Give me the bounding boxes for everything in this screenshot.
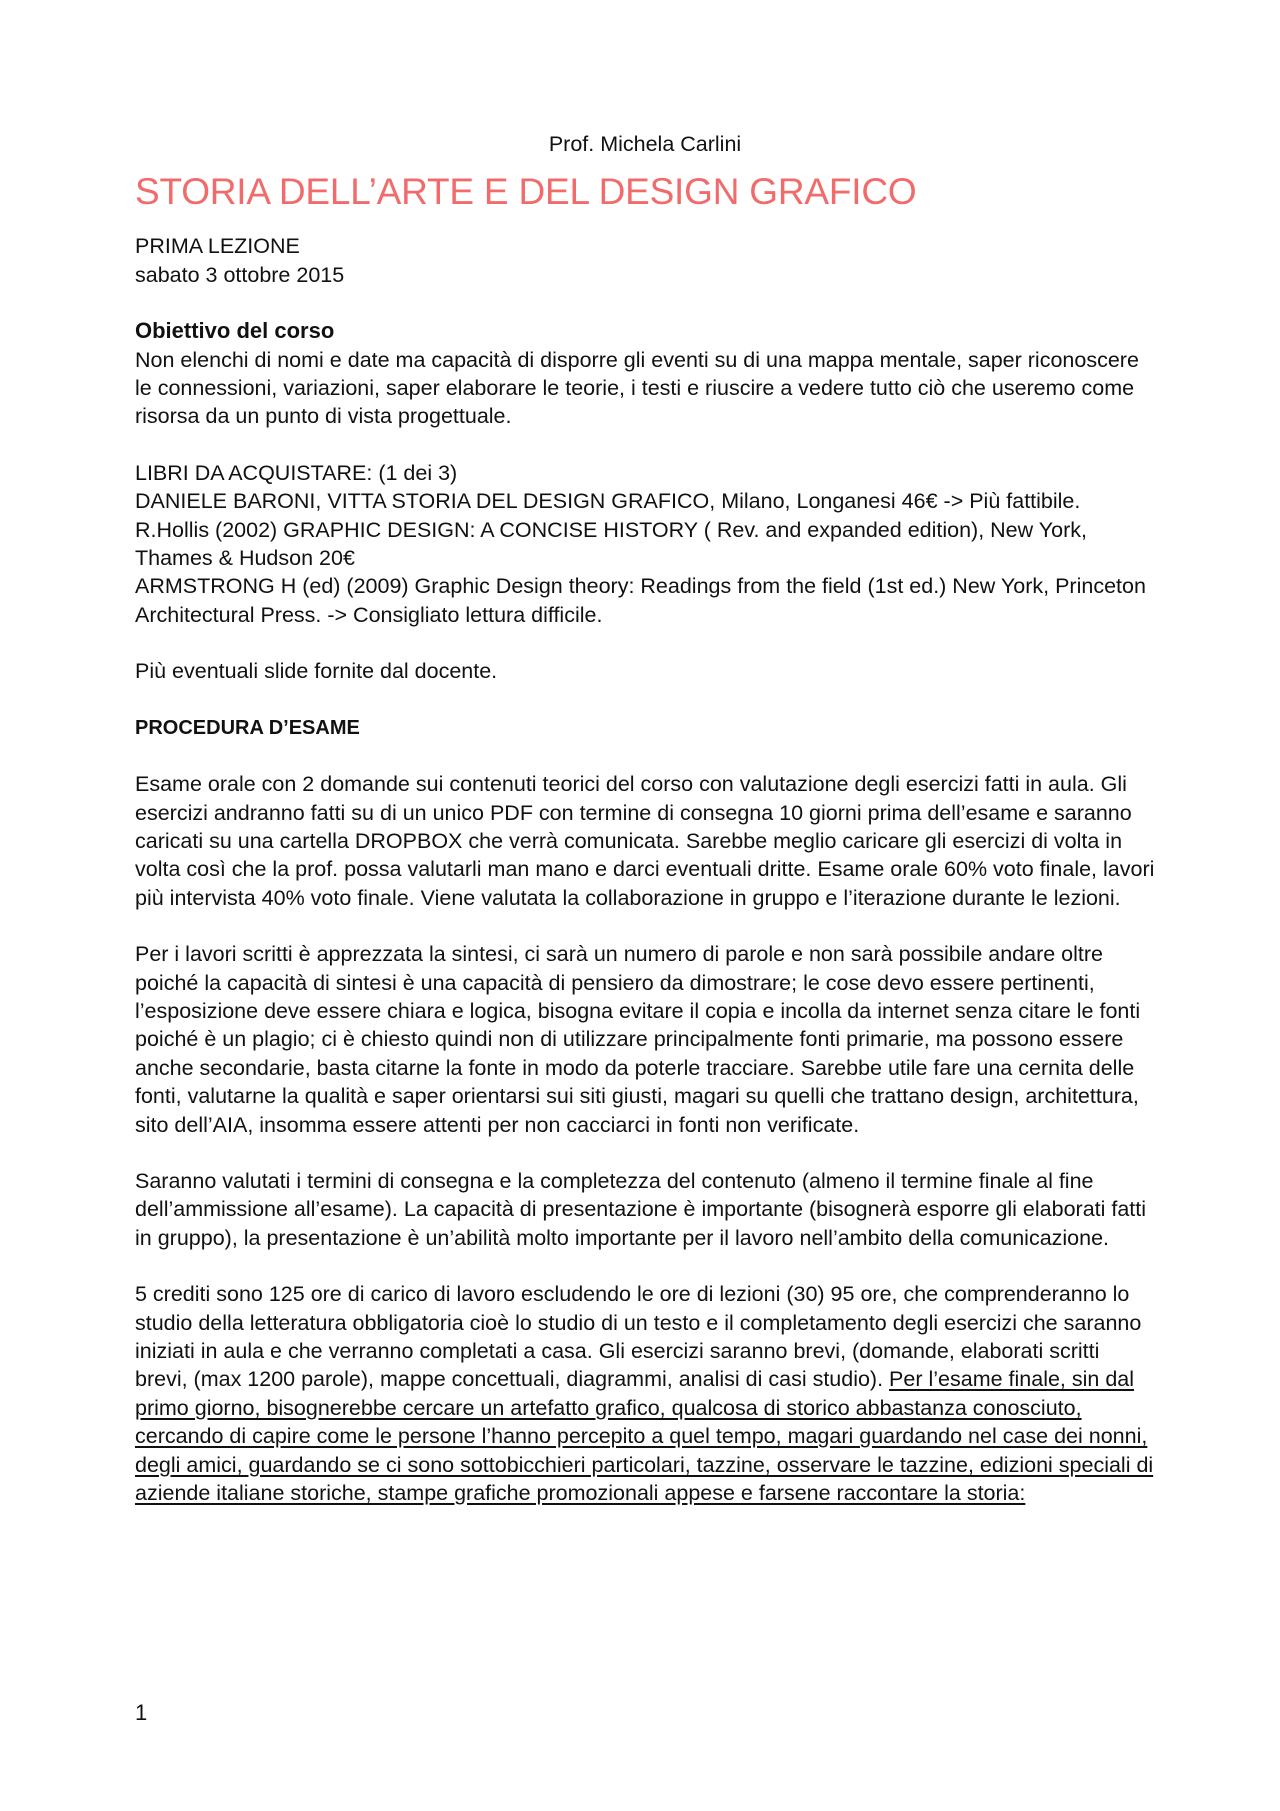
spacer: [135, 686, 1155, 714]
exam-paragraph: Esame orale con 2 domande sui contenuti teorici del corso con valutazione degli esercizi fatti in aula. Gli esercizi andranno fatti su di un unico PDF con termine di consegna 10 giorni prima dell’esame e saranno caricati su una cartella DROPBOX che verrà comunicata. Sarebbe meglio caricare gli esercizi di volta in volta così che la prof. possa valutarli man mano e darci eventuali dritte. Esame orale 60% voto finale, lavori più intervista 40% voto finale. Viene valutata la collaborazione in gruppo e l’iterazione durante le lezioni.: [135, 772, 1155, 910]
lesson-date: sabato 3 ottobre 2015: [135, 262, 345, 287]
spacer: [135, 1139, 1155, 1167]
books-note: Più eventuali slide fornite dal docente.: [135, 659, 498, 684]
book-item: ARMSTRONG H (ed) (2009) Graphic Design theory: Readings from the field (1st ed.) New York, Princeton Architectural Press. -> Consigliato lettura difficile.: [135, 574, 1146, 627]
page-number: 1: [135, 1700, 148, 1725]
document-content: [135, 130, 1155, 1507]
exam-paragraph-underlined: Per l’esame finale, sin dal primo giorno, bisognerebbe cercare un artefatto grafico, qualcosa di storico abbastanza conosciuto, cercando di capire come le persone l’hanno percepito a quel tempo, magari guardando nel case dei nonni, degli amici, guardando se ci sono sottobicchieri particolari, tazzine, osservare le tazzine, edizioni speciali di aziende italiane storiche, stampe grafiche promozionali appese e farsene raccontare la storia:: [135, 1367, 1154, 1506]
objective-heading: Obiettivo del corso: [135, 318, 335, 344]
spacer: [135, 289, 1155, 317]
spacer: [135, 431, 1155, 459]
exam-heading: PROCEDURA D’ESAME: [135, 716, 360, 739]
spacer: [135, 912, 1155, 940]
author-name: Prof. Michela Carlini: [548, 132, 742, 156]
books-heading: LIBRI DA ACQUISTARE: (1 dei 3): [135, 460, 458, 485]
exam-paragraph-text: 5 crediti sono 125 ore di carico di lavoro escludendo le ore di lezioni (30) 95 ore, che comprenderanno lo studio della letteratura obbligatoria cioè lo studio di un testo e il completamento degli esercizi che saranno iniziati in aula e che verranno completati a casa. Gli esercizi saranno brevi, (domande, elaborati scritti brevi, (max 1200 parole), mappe concettuali, diagrammi, analisi di casi studio).: [135, 1282, 1142, 1392]
exam-paragraph: [135, 1280, 1155, 1507]
document-title: STORIA DELL’ARTE E DEL DESIGN GRAFICO: [135, 171, 917, 213]
spacer: [135, 1252, 1155, 1280]
lesson-name: PRIMA LEZIONE: [135, 234, 300, 259]
spacer: [135, 629, 1155, 657]
spacer: [135, 742, 1155, 770]
exam-paragraph: Saranno valutati i termini di consegna e la completezza del contenuto (almeno il termine finale al fine dell’ammissione all’esame). La capacità di presentazione è importante (bisognerà esporre gli elaborati fatti in gruppo), la presentazione è un’abilità molto importante per il lavoro nell’ambito della comunicazione.: [135, 1168, 1147, 1250]
book-item: DANIELE BARONI, VITTA STORIA DEL DESIGN GRAFICO, Milano, Longanesi 46€ -> Più fattibile.: [135, 489, 1081, 514]
book-item: R.Hollis (2002) GRAPHIC DESIGN: A CONCISE HISTORY ( Rev. and expanded edition), New York, Thames & Hudson 20€: [135, 517, 1087, 571]
exam-paragraph: Per i lavori scritti è apprezzata la sintesi, ci sarà un numero di parole e non sarà possibile andare oltre poiché la capacità di sintesi è una capacità di pensiero da dimostrare; le cose devo essere pertinenti, l’esposizione deve essere chiara e logica, bisogna evitare il copia e incolla da internet senza citare le fonti poiché è un plagio; ci è chiesto quindi non di utilizzare principalmente fonti primarie, ma possono essere anche secondarie, basta citarne la fonte in modo da poterle tracciare. Sarebbe utile fare una cernita delle fonti, valutarne la qualità e saper orientarsi sui siti giusti, magari su quelli che trattano design, architettura, sito dell’AIA, insomma essere attenti per non cacciarci in fonti non verificate.: [135, 942, 1141, 1137]
objective-text: Non elenchi di nomi e date ma capacità di disporre gli eventi su di una mappa mentale, saper riconoscere le connessioni, variazioni, saper elaborare le teorie, i testi e riuscire a vedere tutto ciò che useremo come risorsa da un punto di vista progettuale.: [135, 347, 1139, 429]
